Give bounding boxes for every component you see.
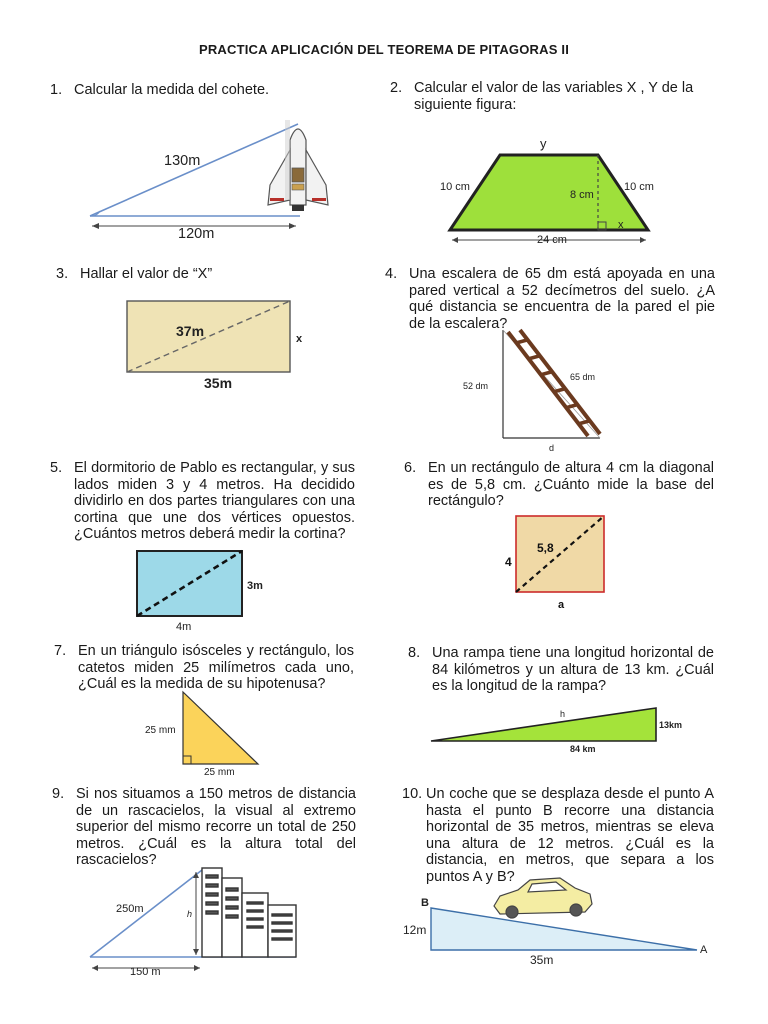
car-icon bbox=[494, 878, 592, 918]
height-label: 4 bbox=[505, 555, 512, 569]
distance-label: d bbox=[549, 443, 555, 453]
left-side-label: 10 cm bbox=[440, 181, 470, 193]
problem-text: Un coche que se desplaza desde el punto A hasta el punto B recorre una distancia horizontal de 35 metros, mientras se eleva una altura de 12 metros. ¿Cuál es la distancia, en metros, que separa a los puntos A y B? bbox=[426, 786, 714, 885]
slope-triangle bbox=[431, 908, 697, 950]
wall-label: 52 dm bbox=[463, 381, 489, 391]
hypotenuse-label: h bbox=[560, 709, 566, 719]
page-title: PRACTICA APLICACIÓN DEL TEOREMA DE PITAGORAS II bbox=[198, 42, 570, 57]
left-leg-label: 25 mm bbox=[145, 725, 176, 736]
base-label: a bbox=[558, 599, 565, 611]
base-label: 4m bbox=[176, 621, 192, 633]
base-label: 84 km bbox=[570, 744, 596, 754]
problem-number: 1. bbox=[50, 82, 63, 98]
ladder-label: 65 dm bbox=[570, 372, 596, 382]
problem-text: En un rectángulo de altura 4 cm la diagonal es de 5,8 cm. ¿Cuánto mide la base del rectángulo? bbox=[428, 460, 714, 509]
problem-text: Una rampa tiene una longitud horizontal de 84 kilómetros y un altura de 13 km. ¿Cuál es la longitud de la rampa? bbox=[432, 645, 714, 694]
point-a-label: A bbox=[700, 944, 708, 956]
problem-number: 10. bbox=[402, 786, 423, 802]
side-label: 3m bbox=[247, 580, 263, 592]
problem-number: 9. bbox=[52, 786, 65, 802]
problem-text: Calcular la medida del cohete. bbox=[74, 82, 270, 98]
height-label: 13km bbox=[659, 720, 683, 730]
diagonal-label: 5,8 bbox=[537, 541, 554, 555]
problem-text: Hallar el valor de “X” bbox=[80, 266, 213, 282]
height-label: h bbox=[187, 909, 193, 919]
problem-number: 6. bbox=[404, 460, 417, 476]
base-leg-label: 25 mm bbox=[204, 767, 235, 778]
problem-text: El dormitorio de Pablo es rectangular, y sus lados miden 3 y 4 metros. Ha decidido dividirlo en dos partes triangulares con una cortina que une dos vértices opuestos. ¿Cuántos metros deberá medir la cortina? bbox=[74, 460, 355, 542]
base-label: 35m bbox=[204, 375, 233, 391]
problem-number: 3. bbox=[56, 266, 69, 282]
problem-number: 5. bbox=[50, 460, 63, 476]
hypotenuse-label: 250m bbox=[116, 903, 144, 915]
base-label: 120m bbox=[178, 226, 215, 242]
base-label: 24 cm bbox=[537, 234, 567, 246]
x-label: x bbox=[618, 219, 624, 231]
diagonal-label: 37m bbox=[176, 323, 205, 339]
problem-text: Si nos situamos a 150 metros de distancia de un rascacielos, la visual al extremo superior del mismo recorre un total de 250 metros. ¿Cuál es la altura total del rascacielos? bbox=[76, 786, 356, 868]
height-label: 8 cm bbox=[570, 189, 594, 201]
problem-number: 2. bbox=[390, 80, 403, 96]
point-b-label: B bbox=[421, 897, 429, 909]
top-label: y bbox=[540, 136, 547, 151]
problem-number: 4. bbox=[385, 266, 398, 282]
problem-text: Calcular el valor de las variables X , Y de la siguiente figura: bbox=[414, 80, 694, 113]
hypotenuse-label: 130m bbox=[164, 153, 201, 169]
problem-number: 7. bbox=[54, 643, 67, 659]
base-label: 35m bbox=[530, 953, 554, 967]
side-label: x bbox=[296, 333, 303, 345]
problem-text: En un triángulo isósceles y rectángulo, los catetos miden 25 milímetros cada uno, ¿Cuál es la medida de su hipotenusa? bbox=[78, 643, 354, 692]
right-side-label: 10 cm bbox=[624, 181, 654, 193]
height-label: 12m bbox=[403, 923, 427, 937]
problem-text: Una escalera de 65 dm está apoyada en una pared vertical a 52 decímetros del suelo. ¿A qué distancia se encuentra de la pared el pie de la escalera? bbox=[409, 266, 715, 332]
problem-number: 8. bbox=[408, 645, 421, 661]
base-label: 150 m bbox=[130, 966, 161, 978]
